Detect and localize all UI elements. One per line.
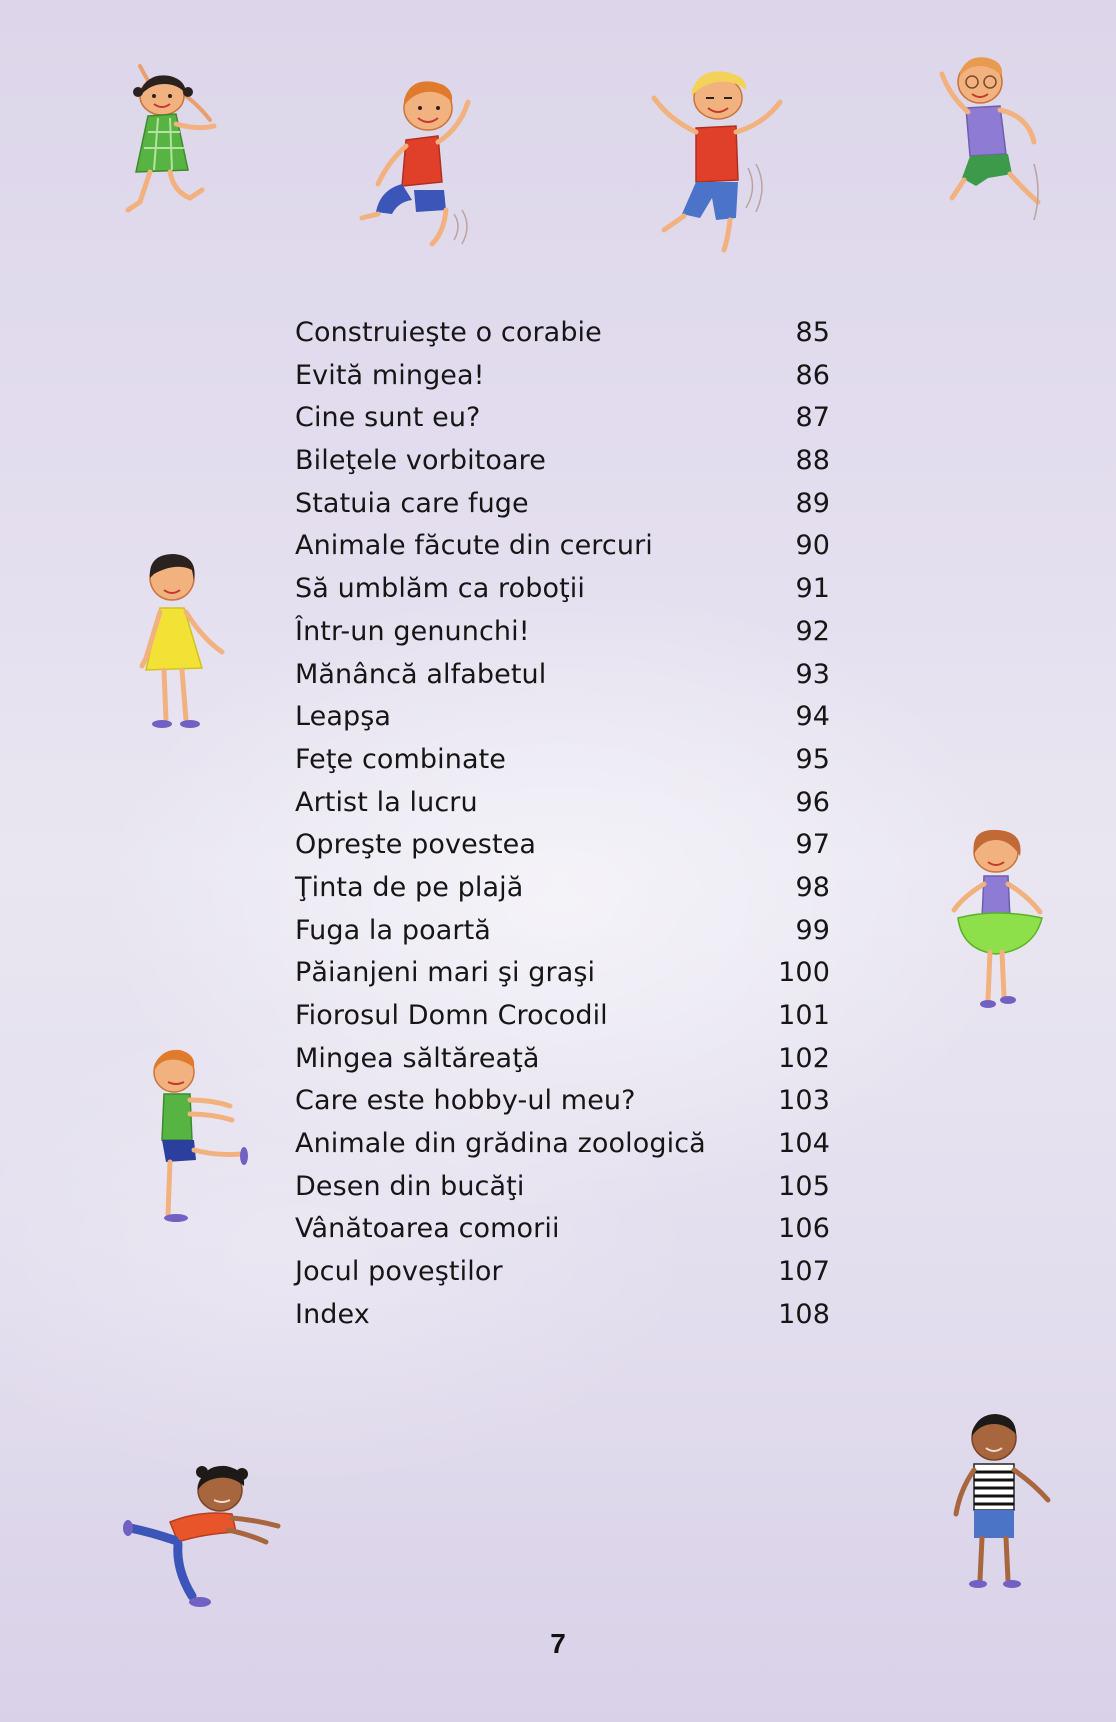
- toc-entry-page: 96: [795, 786, 830, 818]
- child-girl-green-dress-icon: [118, 52, 228, 237]
- toc-entry-title: Fuga la poartă: [295, 914, 491, 946]
- toc-entry-page: 99: [795, 914, 830, 946]
- toc-entry-title: Jocul poveştilor: [295, 1256, 503, 1288]
- toc-entry-title: Statuia care fuge: [295, 487, 529, 519]
- toc-entry-page: 102: [778, 1042, 830, 1074]
- toc-entry-title: Să umblăm ca roboţii: [295, 573, 585, 605]
- toc-entry-title: Animale făcute din cercuri: [295, 530, 653, 562]
- toc-entry-page: 101: [778, 1000, 830, 1031]
- toc-entry-title: Desen din bucăţi: [295, 1170, 525, 1202]
- toc-entry-title: Evită mingea!: [295, 359, 485, 391]
- toc-entry-page: 85: [795, 317, 830, 348]
- toc-entry-page: 88: [795, 445, 830, 477]
- child-boy-red-shirt-icon: [350, 72, 500, 257]
- child-girl-tutu-icon: [944, 826, 1054, 1016]
- child-boy-glasses-icon: [930, 52, 1060, 242]
- toc-entry: [295, 1166, 830, 1209]
- toc-entry: [295, 1123, 830, 1166]
- toc-entry-title: Fiorosul Domn Crocodil: [295, 1000, 608, 1031]
- toc-entry-page: 95: [795, 743, 830, 775]
- toc-entry-page: 91: [795, 573, 830, 605]
- toc-entry: [295, 1080, 830, 1123]
- child-girl-kicking-icon: [120, 1460, 290, 1620]
- child-blonde-boy-icon: [640, 68, 800, 258]
- toc-entry-title: Feţe combinate: [295, 743, 507, 775]
- toc-entry-page: 98: [795, 871, 830, 903]
- toc-entry: [295, 782, 830, 825]
- toc-entry: [295, 824, 830, 867]
- toc-entry-page: 89: [795, 487, 830, 519]
- toc-entry-title: Bileţele vorbitoare: [295, 445, 546, 477]
- child-boy-green-shirt-icon: [146, 1044, 266, 1229]
- toc-entry: [295, 312, 830, 355]
- toc-entry-page: 94: [795, 701, 830, 733]
- toc-entry-page: 97: [795, 829, 830, 861]
- toc-entry-page: 108: [778, 1298, 830, 1330]
- toc-entry-page: 86: [795, 359, 830, 391]
- toc-entry: [295, 355, 830, 398]
- toc-entry-title: Leapşa: [295, 701, 392, 733]
- toc-entry-page: 100: [778, 957, 830, 989]
- toc-entry: [295, 867, 830, 910]
- toc-entry: [295, 568, 830, 611]
- toc-entry: [295, 654, 830, 697]
- toc-entry-page: 90: [795, 530, 830, 562]
- child-girl-yellow-dress-icon: [136, 548, 246, 738]
- toc-entry: [295, 952, 830, 995]
- toc-entry: [295, 910, 830, 953]
- toc-entry-page: 105: [778, 1170, 830, 1202]
- toc-entry: [295, 440, 830, 483]
- toc-entry: [295, 1208, 830, 1251]
- page-number: 7: [550, 1628, 566, 1659]
- toc-entry-page: 87: [795, 402, 830, 434]
- child-boy-striped-shirt-icon: [950, 1410, 1060, 1595]
- toc-entry-title: Artist la lucru: [295, 786, 478, 818]
- toc-entry: [295, 696, 830, 739]
- toc-entry-title: Păianjeni mari şi graşi: [295, 957, 596, 989]
- toc-entry-title: Construieşte o corabie: [295, 317, 602, 348]
- toc-entry-page: 106: [778, 1213, 830, 1245]
- toc-entry-page: 93: [795, 658, 830, 690]
- toc-entry-title: Ţinta de pe plajă: [295, 871, 524, 903]
- toc-entry: [295, 1294, 830, 1337]
- toc-entry-title: Index: [295, 1298, 370, 1330]
- toc-entry-title: Mingea săltăreaţă: [295, 1042, 540, 1074]
- toc-entry: [295, 739, 830, 782]
- toc-entry-page: 107: [778, 1256, 830, 1288]
- toc-entry-title: Vânătoarea comorii: [295, 1213, 560, 1245]
- toc-entry-title: Animale din grădina zoologică: [295, 1128, 706, 1160]
- table-of-contents: [295, 312, 830, 1337]
- toc-entry-page: 104: [778, 1128, 830, 1160]
- toc-entry-title: Cine sunt eu?: [295, 402, 481, 434]
- toc-entry-title: Opreşte povestea: [295, 829, 537, 861]
- toc-entry: [295, 483, 830, 526]
- toc-entry: [295, 1251, 830, 1294]
- toc-entry: [295, 397, 830, 440]
- toc-entry-title: Care este hobby-ul meu?: [295, 1085, 636, 1117]
- toc-entry: [295, 995, 830, 1038]
- toc-entry-page: 103: [778, 1085, 830, 1117]
- toc-entry-page: 92: [795, 615, 830, 647]
- toc-entry: [295, 1038, 830, 1081]
- toc-entry: [295, 611, 830, 654]
- toc-entry-title: Într-un genunchi!: [295, 615, 530, 647]
- toc-entry-title: Mănâncă alfabetul: [295, 658, 547, 690]
- toc-entry: [295, 525, 830, 568]
